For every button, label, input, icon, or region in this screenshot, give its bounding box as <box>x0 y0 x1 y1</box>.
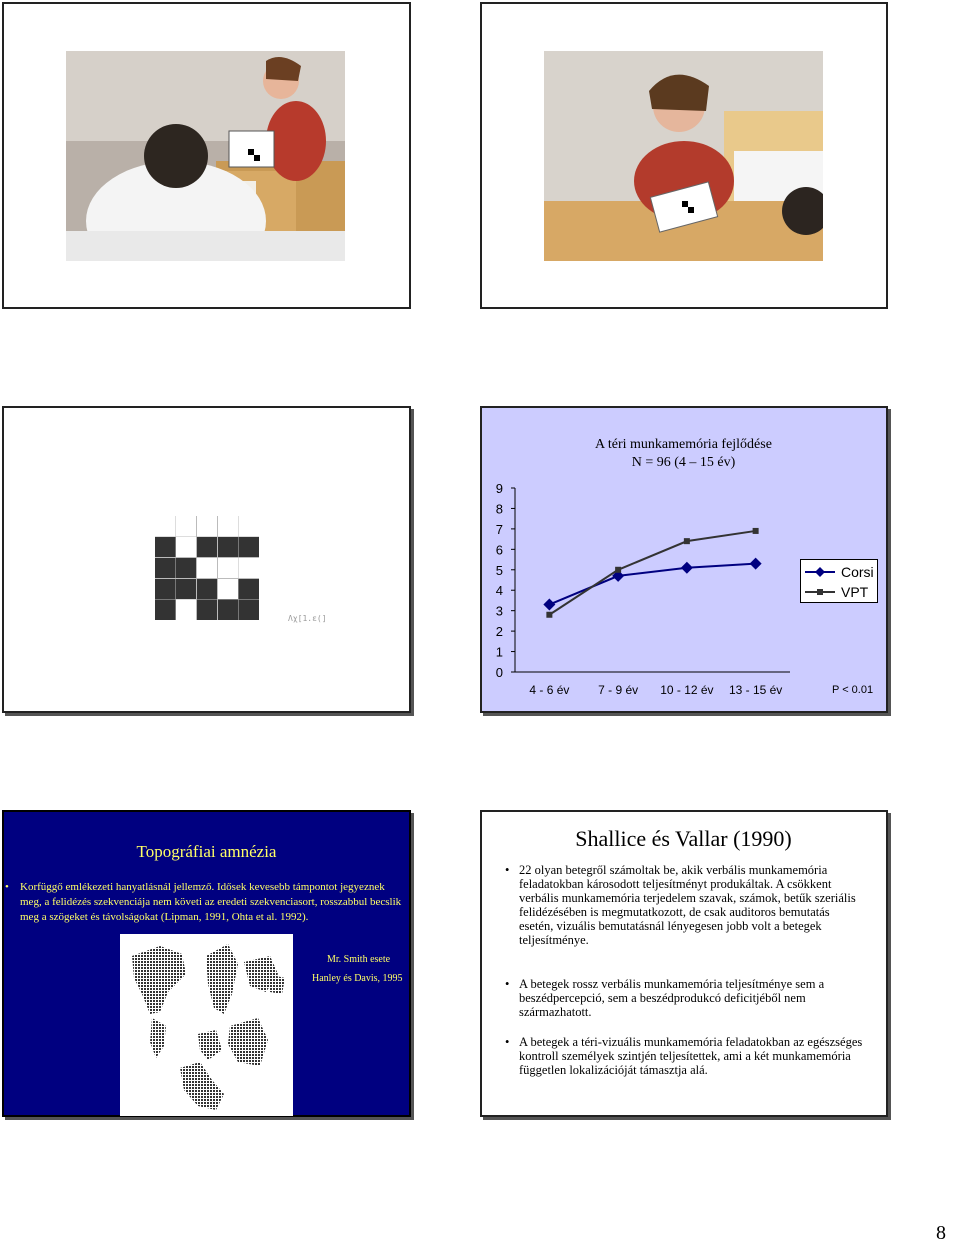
data-point-corsi <box>750 558 762 570</box>
chart-title-line-1: A téri munkamemória fejlődése <box>595 437 772 452</box>
x-tick-label: 10 - 12 év <box>660 683 714 697</box>
data-point-vpt <box>684 538 690 544</box>
slide-6-item-1-text: 22 olyan betegről számoltak be, akik verbális munkamemória feladatokban károsodott teljesítményt produkáltak. A csökkent verbális munkamemória terjedelem szavak, számok, betűk szeriális felidézésében is megmutatkozott, de csak auditoros bemutatás esetén, vizuális bemutatásnál lényegesen jobb volt a betegek teljesítménye. <box>519 863 856 947</box>
slide-6-item-2-text: A betegek rossz verbális munkamemória teljesítménye sem a beszédpercepció, sem a beszédprodukcó deficitjéből nem származhatott. <box>519 977 825 1019</box>
legend-vpt-label: VPT <box>841 584 869 600</box>
data-point-vpt <box>546 612 552 618</box>
visual-patterns-grid <box>155 516 259 620</box>
legend-corsi-label: Corsi <box>841 564 874 580</box>
distorted-world-map <box>120 934 293 1116</box>
p-value: P < 0.01 <box>832 684 874 696</box>
case-citation: Hanley és Davis, 1995 <box>312 973 403 984</box>
bullet-icon: • <box>5 881 9 893</box>
y-tick-label: 0 <box>495 665 503 680</box>
case-label: Mr. Smith esete <box>327 954 391 965</box>
y-tick-label: 1 <box>495 644 503 660</box>
y-tick-label: 5 <box>495 562 503 578</box>
data-point-corsi <box>543 599 555 611</box>
photo-corsi-test <box>66 51 345 261</box>
y-tick-label: 7 <box>495 521 503 537</box>
data-point-vpt <box>753 528 759 534</box>
page-number: 8 <box>936 1222 946 1244</box>
slide-6-item-1 <box>505 863 867 947</box>
y-tick-label: 2 <box>495 624 503 640</box>
x-tick-label: 13 - 15 év <box>728 683 783 697</box>
chart-legend <box>800 559 878 603</box>
photo-vpt-test <box>544 51 823 261</box>
grid-caption: Λχ[1.ε(] <box>288 614 327 623</box>
series-line-corsi <box>549 564 755 605</box>
corsi-marker-icon <box>805 566 835 578</box>
y-tick-label: 9 <box>495 481 503 496</box>
slide-5-title: Topográfiai amnézia <box>136 842 277 861</box>
slide-6-item-3 <box>505 1035 867 1077</box>
slide-6-item-2 <box>505 977 867 1019</box>
slide-5-bullet <box>5 880 402 925</box>
y-tick-label: 3 <box>495 603 503 619</box>
bullet-icon: • <box>505 977 510 991</box>
series-line-vpt <box>549 531 755 615</box>
slide-5-bullet-text: Korfüggő emlékezeti hanyatlásnál jellemző. Idősek kevesebb támpontot jegyeznek meg, a felidézés szekvenciája nem követi az eredeti szekvenciasort, rosszabbul becslik meg a szögeket és távolságokat (Lipman, 1991, Ohta et al. 1992). <box>20 881 402 923</box>
bullet-icon: • <box>505 1035 510 1049</box>
legend-vpt <box>805 583 868 601</box>
chart-title-line-2: N = 96 (4 – 15 év) <box>631 455 736 470</box>
data-point-vpt <box>615 567 621 573</box>
y-tick-label: 8 <box>495 501 503 517</box>
x-tick-label: 7 - 9 év <box>598 683 639 697</box>
bullet-icon: • <box>505 863 510 877</box>
vpt-marker-icon <box>805 586 835 598</box>
slide-6-title: Shallice és Vallar (1990) <box>575 826 792 851</box>
legend-corsi <box>805 563 874 581</box>
y-tick-label: 6 <box>495 542 503 558</box>
slide-6-item-3-text: A betegek a téri-vizuális munkamemória feladatokban az egészséges kontroll személyek szintjén teljesítettek, ami a két munkamemória független lokalizációját támasztja alá. <box>519 1035 863 1077</box>
x-tick-label: 4 - 6 év <box>529 683 570 697</box>
y-tick-label: 4 <box>495 583 503 599</box>
data-point-corsi <box>681 562 693 574</box>
